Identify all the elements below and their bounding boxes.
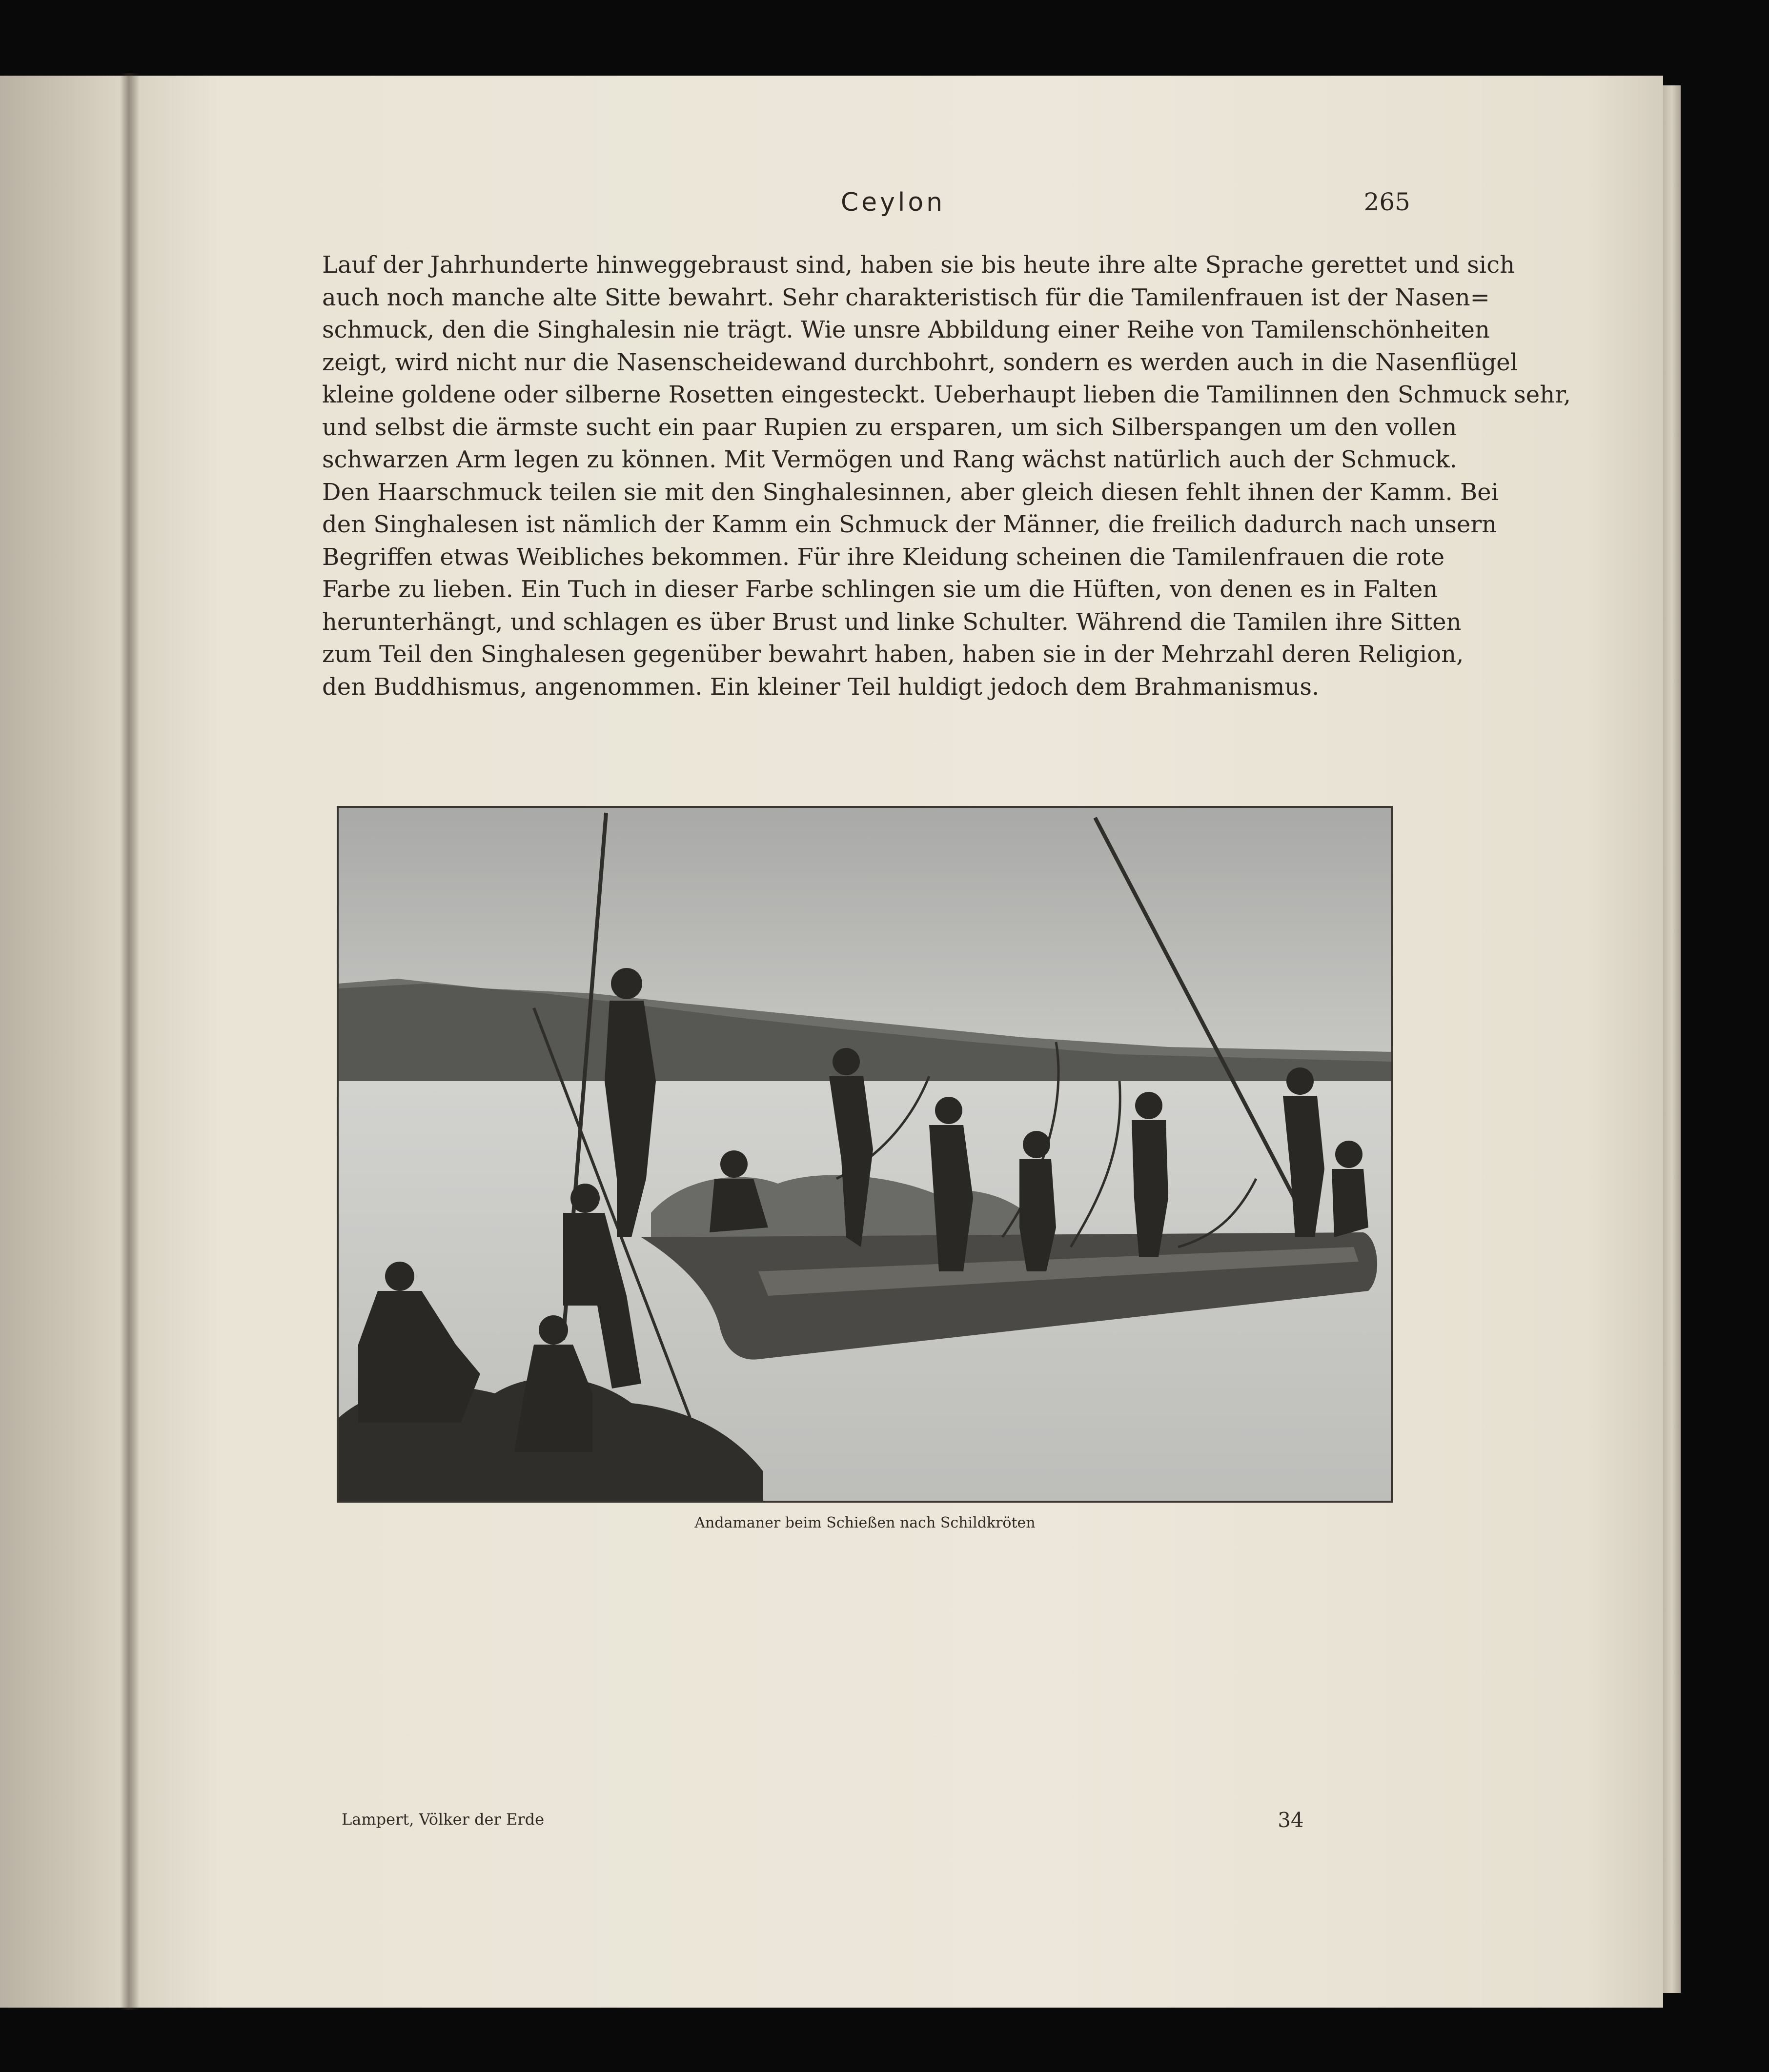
text-line: und selbst die ärmste sucht ein paar Rupien zu ersparen, um sich Silberspangen um den vollen: [322, 413, 1457, 441]
text-line: schwarzen Arm legen zu können. Mit Vermögen und Rang wächst natürlich auch der Schmuck.: [322, 446, 1457, 473]
text-line: herunterhängt, und schlagen es über Brust und linke Schulter. Während die Tamilen ihre Sitten: [322, 608, 1462, 636]
text-line: schmuck, den die Singhalesin nie trägt. Wie unsre Abbildung einer Reihe von Tamilenschönheiten: [322, 316, 1490, 343]
text-line: zum Teil den Singhalesen gegenüber bewahrt haben, haben sie in der Mehrzahl deren Religion,: [322, 641, 1464, 668]
page-number: 265: [1363, 188, 1410, 216]
photograph: [337, 806, 1393, 1503]
running-head: Ceylon: [840, 188, 946, 217]
text-line: Den Haarschmuck teilen sie mit den Singhalesinnen, aber gleich diesen fehlt ihnen der Kamm. Bei: [322, 478, 1499, 506]
book-spine-shadow: [120, 73, 140, 2010]
text-line: Farbe zu lieben. Ein Tuch in dieser Farbe schlingen sie um die Hüften, von denen es in Falten: [322, 576, 1438, 603]
page-stack-edge: [1663, 85, 1681, 1993]
text-line: auch noch manche alte Sitte bewahrt. Sehr charakteristisch für die Tamilenfrauen ist der Nasen=: [322, 283, 1490, 311]
text-line: den Singhalesen ist nämlich der Kamm ein Schmuck der Männer, die freilich dadurch nach unsern: [322, 511, 1497, 538]
text-line: kleine goldene oder silberne Rosetten eingesteckt. Ueberhaupt lieben die Tamilinnen den Schmuck sehr,: [322, 381, 1571, 408]
footer-signature: Lampert, Völker der Erde: [342, 1810, 545, 1829]
text-line: Begriffen etwas Weibliches bekommen. Für ihre Kleidung scheinen die Tamilenfrauen die rote: [322, 543, 1445, 571]
text-line: zeigt, wird nicht nur die Nasenscheidewand durchbohrt, sondern es werden auch in die Nasenflügel: [322, 348, 1518, 376]
left-page-edge: [0, 76, 131, 2008]
figure-caption: Andamaner beim Schießen nach Schildkröten: [694, 1514, 1036, 1531]
text-line: Lauf der Jahrhunderte hinweggebraust sind, haben sie bis heute ihre alte Sprache gerettet und sich: [322, 251, 1515, 279]
body-paragraph: [322, 249, 1571, 703]
signature-mark: 34: [1278, 1808, 1304, 1832]
text-line: den Buddhismus, angenommen. Ein kleiner Teil huldigt jedoch dem Brahmanismus.: [322, 673, 1320, 701]
